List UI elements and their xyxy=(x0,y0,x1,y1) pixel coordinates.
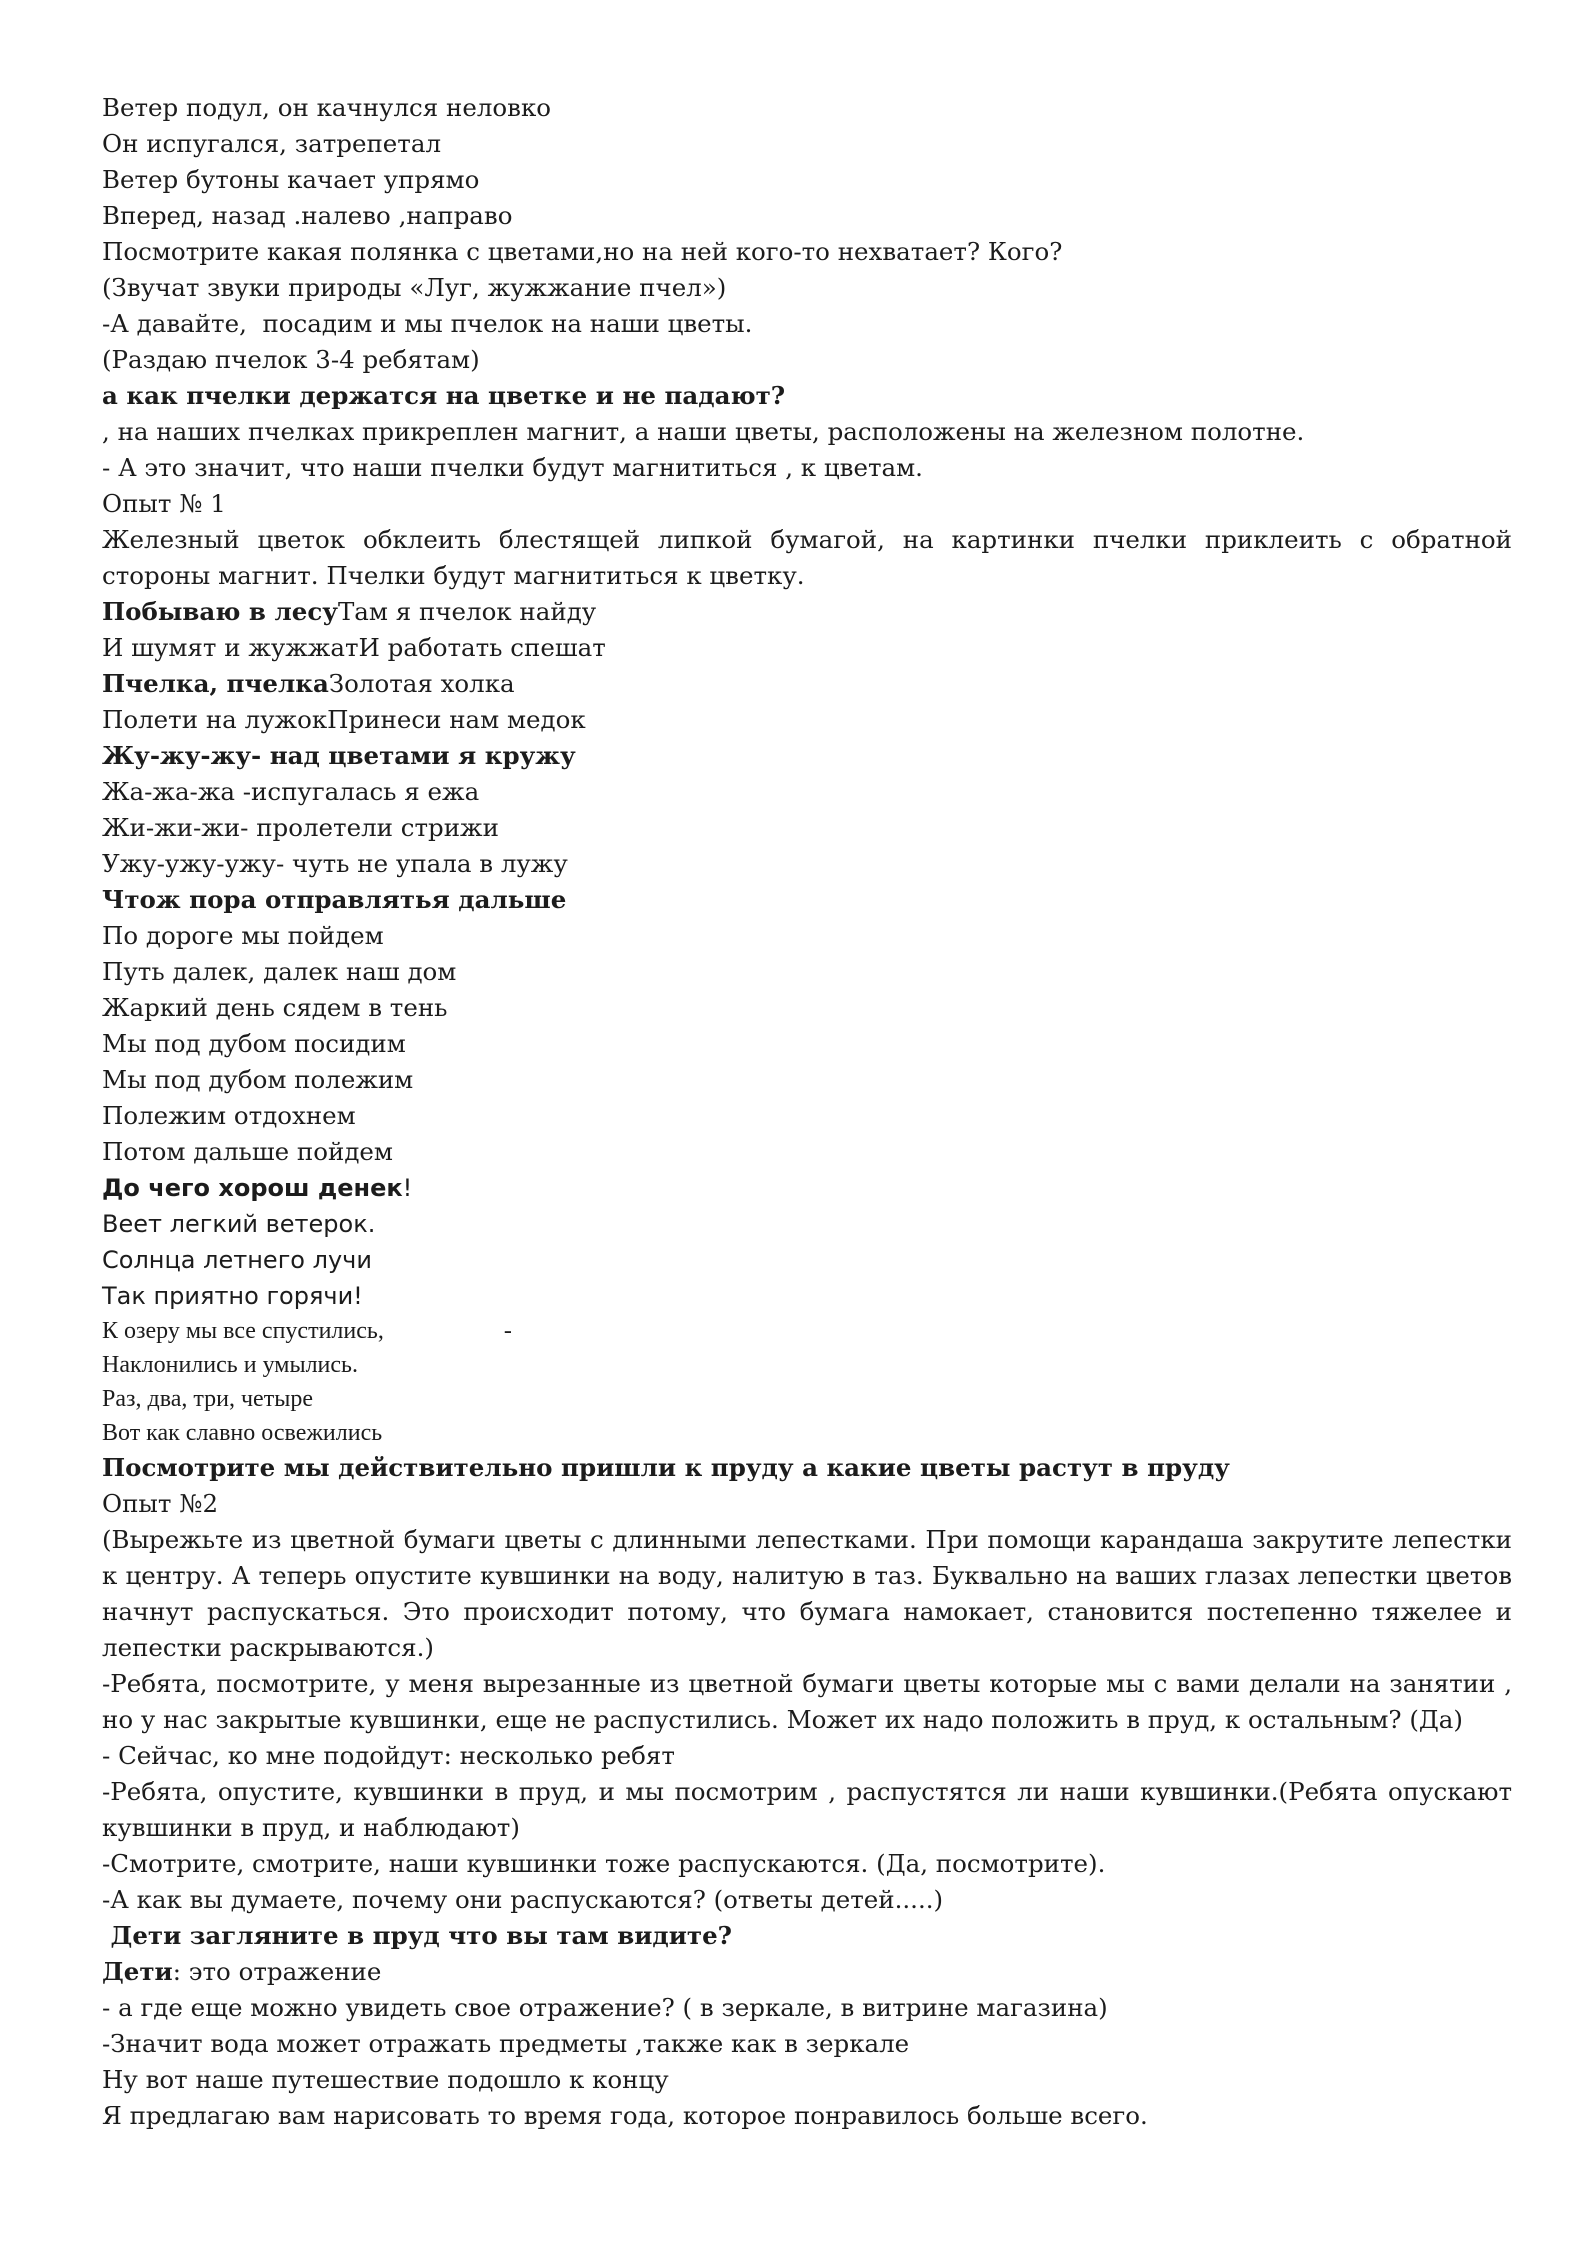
poem-line: Жа-жа-жа -испугалась я ежа xyxy=(102,777,480,806)
dialogue-paragraph: -Ребята, посмотрите, у меня вырезанные из цветной бумаги цветы которые мы с вами делали на занятии , но у нас закрытые кувшинки, еще не распустились. Может их надо положить в пруд, к остальным? (Да) xyxy=(102,1669,1512,1734)
poem-line: По дороге мы пойдем xyxy=(102,921,384,950)
text-line: (Звучат звуки природы «Луг, жужжание пчел») xyxy=(102,273,727,302)
poem-line: Потом дальше пойдем xyxy=(102,1137,393,1166)
text-line: Посмотрите какая полянка с цветами,но на ней кого-то нехватает? Кого? xyxy=(102,237,1063,266)
text-line: - А это значит, что наши пчелки будут магнититься , к цветам. xyxy=(102,453,923,482)
poem-line: К озеру мы все спустились, - xyxy=(102,1318,512,1344)
poem-line: Путь далек, далек наш дом xyxy=(102,957,457,986)
poem-line: Мы под дубом посидим xyxy=(102,1029,406,1058)
poem-line: Жаркий день сядем в тень xyxy=(102,993,448,1022)
text-line: Ветер бутоны качает упрямо xyxy=(102,165,480,194)
poem-line: Полети на лужокПринеси нам медок xyxy=(102,705,586,734)
text-line: Ветер подул, он качнулся неловко xyxy=(102,93,552,122)
bold-heading-line: Чтож пора отправлятья дальше xyxy=(102,885,567,914)
bold-heading-line: Посмотрите мы действительно пришли к пруду а какие цветы растут в пруду xyxy=(102,1453,1230,1482)
experiment-label: Опыт № 1 xyxy=(102,489,226,518)
text-line: -А как вы думаете, почему они распускаются? (ответы детей.....) xyxy=(102,1885,944,1914)
poem-line: Раз, два, три, четыре xyxy=(102,1386,313,1412)
bold-heading-line: Жу-жу-жу- над цветами я кружу xyxy=(102,741,576,770)
bold-heading-line: Дети загляните в пруд что вы там видите? xyxy=(102,1921,733,1950)
dialogue-paragraph: -Ребята, опустите, кувшинки в пруд, и мы посмотрим , распустятся ли наши кувшинки.(Ребята опускают кувшинки в пруд, и наблюдают) xyxy=(102,1777,1512,1842)
poem-line: Полежим отдохнем xyxy=(102,1101,356,1130)
document-body xyxy=(102,90,1512,2134)
text-line: Дети: это отражение xyxy=(102,1957,382,1986)
poem-line: Мы под дубом полежим xyxy=(102,1065,414,1094)
experiment-label: Опыт №2 xyxy=(102,1489,219,1518)
poem-line: Вот как славно освежились xyxy=(102,1420,383,1446)
text-line: Я предлагаю вам нарисовать то время года, которое понравилось больше всего. xyxy=(102,2101,1148,2130)
poem-line: Так приятно горячи! xyxy=(102,1282,363,1310)
poem-line: Веет легкий ветерок. xyxy=(102,1210,376,1238)
text-line: -Значит вода может отражать предметы ,также как в зеркале xyxy=(102,2029,910,2058)
poem-line: До чего хорош денек! xyxy=(102,1174,413,1202)
poem-line: Наклонились и умылись. xyxy=(102,1352,358,1378)
text-line: Ну вот наше путешествие подошло к концу xyxy=(102,2065,669,2094)
text-line: - Сейчас, ко мне подойдут: несколько ребят xyxy=(102,1741,675,1770)
text-line: , на наших пчелках прикреплен магнит, а наши цветы, расположены на железном полотне. xyxy=(102,417,1305,446)
text-line: (Раздаю пчелок 3-4 ребятам) xyxy=(102,345,480,374)
poem-line: Побываю в лесуТам я пчелок найду xyxy=(102,597,597,626)
text-line: - а где еще можно увидеть свое отражение? ( в зеркале, в витрине магазина) xyxy=(102,1993,1108,2022)
poem-line: Пчелка, пчелкаЗолотая холка xyxy=(102,669,515,698)
text-line: Он испугался, затрепетал xyxy=(102,129,442,158)
poem-line: Солнца летнего лучи xyxy=(102,1246,372,1274)
poem-line: Жи-жи-жи- пролетели стрижи xyxy=(102,813,499,842)
poem-line: Ужу-ужу-ужу- чуть не упала в лужу xyxy=(102,849,568,878)
text-line: -Смотрите, смотрите, наши кувшинки тоже распускаются. (Да, посмотрите). xyxy=(102,1849,1106,1878)
text-line: -А давайте, посадим и мы пчелок на наши цветы. xyxy=(102,309,753,338)
experiment-paragraph: (Вырежьте из цветной бумаги цветы с длинными лепестками. При помощи карандаша закрутите лепестки к центру. А теперь опустите кувшинки на воду, налитую в таз. Буквально на ваших глазах лепестки цветов начнут распускаться. Это происходит потому, что бумага намокает, становится постепенно тяжелее и лепестки раскрываются.) xyxy=(102,1525,1512,1662)
text-line: Вперед, назад .налево ,направо xyxy=(102,201,513,230)
poem-line: И шумят и жужжатИ работать спешат xyxy=(102,633,606,662)
bold-heading-line: а как пчелки держатся на цветке и не падают? xyxy=(102,381,786,410)
experiment-paragraph: Железный цветок обклеить блестящей липкой бумагой, на картинки пчелки приклеить с обратной стороны магнит. Пчелки будут магнититься к цветку. xyxy=(102,525,1512,590)
